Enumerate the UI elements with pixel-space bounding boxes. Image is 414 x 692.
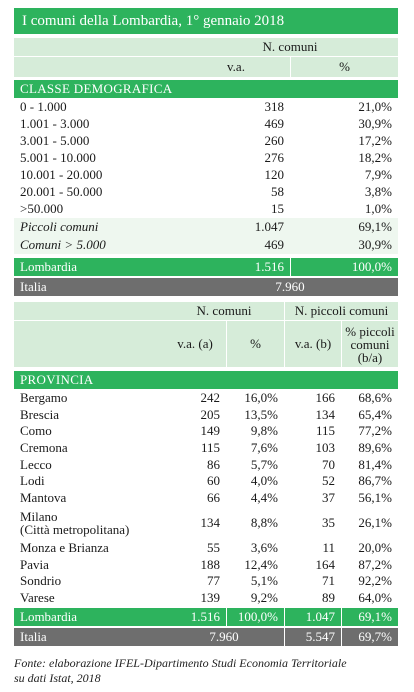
table-row-piccoli bbox=[14, 218, 398, 236]
row-pct: 16,0% bbox=[244, 390, 278, 406]
row-pct: 30,9% bbox=[358, 237, 392, 252]
row-pb: 69,1% bbox=[358, 609, 392, 624]
row-label bbox=[20, 506, 129, 540]
row-pct: 12,4% bbox=[244, 556, 278, 572]
table-row bbox=[14, 98, 398, 115]
row-vb: 89 bbox=[322, 590, 335, 606]
col-pct: % bbox=[250, 336, 261, 351]
row-pct: 1,0% bbox=[364, 200, 392, 216]
row-pct: 5,7% bbox=[250, 456, 278, 472]
row-label: Bergamo bbox=[20, 390, 68, 406]
table1-total-lombardia bbox=[14, 258, 398, 276]
row-va: 66 bbox=[207, 489, 220, 505]
row-va: 469 bbox=[264, 237, 284, 252]
table-row bbox=[14, 573, 398, 590]
row-va: 205 bbox=[200, 406, 220, 422]
row-pct: 13,5% bbox=[244, 406, 278, 422]
row-label: Sondrio bbox=[20, 573, 62, 589]
table-row-comuni-5000 bbox=[14, 236, 398, 254]
row-pct: 17,2% bbox=[358, 132, 392, 148]
row-pb: 86,7% bbox=[358, 473, 392, 489]
row-vb: 5.547 bbox=[305, 629, 335, 644]
row-pct: 30,9% bbox=[358, 115, 392, 131]
header-n-comuni: N. comuni bbox=[262, 39, 318, 54]
row-pb: 68,6% bbox=[358, 390, 392, 406]
table-row bbox=[14, 407, 398, 424]
row-va: 55 bbox=[207, 540, 220, 556]
row-label: >50.000 bbox=[20, 200, 64, 216]
row-vb: 1.047 bbox=[305, 609, 335, 624]
table-row bbox=[14, 557, 398, 574]
row-pct: 3,6% bbox=[250, 540, 278, 556]
header-n-piccoli: N. piccoli comuni bbox=[294, 303, 389, 318]
row-pb: 20,0% bbox=[358, 540, 392, 556]
row-label: Mantova bbox=[20, 489, 67, 505]
table-row bbox=[14, 132, 398, 149]
row-va: 120 bbox=[264, 166, 284, 182]
row-pct: 8,8% bbox=[250, 515, 278, 530]
table-row bbox=[14, 183, 398, 200]
row-label: 0 - 1.000 bbox=[20, 98, 67, 114]
row-va: 15 bbox=[271, 200, 284, 216]
row-pct: 100,0% bbox=[237, 609, 278, 624]
col-pct-piccoli-l3: (b/a) bbox=[357, 349, 383, 365]
row-va: 469 bbox=[264, 115, 284, 131]
row-label: Comuni > 5.000 bbox=[20, 237, 106, 252]
table-row bbox=[14, 200, 398, 217]
table-row bbox=[14, 149, 398, 166]
row-va: 60 bbox=[207, 473, 220, 489]
row-label: Lecco bbox=[20, 456, 52, 472]
row-vb: 115 bbox=[315, 423, 335, 439]
row-pct: 100,0% bbox=[351, 259, 392, 274]
row-va: 1.516 bbox=[190, 609, 220, 624]
row-pct: 4,0% bbox=[250, 473, 278, 489]
row-label: 5.001 - 10.000 bbox=[20, 149, 96, 165]
table-row bbox=[14, 423, 398, 440]
row-label: Italia bbox=[20, 279, 47, 294]
row-label-l1: Milano bbox=[20, 509, 58, 524]
row-vb: 164 bbox=[315, 556, 335, 572]
row-label: Varese bbox=[20, 590, 55, 606]
row-label: Pavia bbox=[20, 556, 49, 572]
header-n-comuni: N. comuni bbox=[196, 303, 252, 318]
row-pct: 4,4% bbox=[250, 489, 278, 505]
row-pct: 21,0% bbox=[358, 98, 392, 114]
table-row bbox=[14, 490, 398, 507]
row-vb: 37 bbox=[322, 489, 335, 505]
table-row bbox=[14, 440, 398, 457]
row-pct: 3,8% bbox=[364, 183, 392, 199]
row-label: 20.001 - 50.000 bbox=[20, 183, 103, 199]
row-pb: 56,1% bbox=[358, 489, 392, 505]
table2-header-cols bbox=[14, 321, 398, 367]
page-title: I comuni della Lombardia, 1° gennaio 2018 bbox=[14, 8, 398, 34]
row-label: Monza e Brianza bbox=[20, 540, 109, 556]
table1-header-cols bbox=[14, 57, 398, 77]
row-label: Lombardia bbox=[20, 609, 78, 624]
table1-italia bbox=[14, 278, 398, 296]
col-pct-piccoli-l1: % piccoli bbox=[345, 323, 395, 339]
col-va-b: v.a. (b) bbox=[294, 336, 332, 351]
row-va: 134 bbox=[200, 515, 220, 530]
row-pb: 89,6% bbox=[358, 440, 392, 456]
table-row bbox=[14, 390, 398, 407]
row-vb: 166 bbox=[315, 390, 335, 406]
table-row bbox=[14, 590, 398, 607]
row-label: 10.001 - 20.000 bbox=[20, 166, 103, 182]
row-label: Lodi bbox=[20, 473, 45, 489]
row-pct: 7,6% bbox=[250, 440, 278, 456]
row-pb: 69,7% bbox=[358, 629, 392, 644]
col-va-a: v.a. (a) bbox=[177, 336, 213, 351]
section-classe-demografica bbox=[14, 80, 398, 98]
table-row bbox=[14, 456, 398, 473]
row-pct: 7,9% bbox=[364, 166, 392, 182]
row-vb: 71 bbox=[322, 573, 335, 589]
row-pb: 87,2% bbox=[358, 556, 392, 572]
row-va: 318 bbox=[264, 98, 284, 114]
row-label: 3.001 - 5.000 bbox=[20, 132, 90, 148]
row-vb: 70 bbox=[322, 456, 335, 472]
row-pb: 65,4% bbox=[358, 406, 392, 422]
row-va: 7.960 bbox=[209, 629, 239, 644]
row-va: 1.516 bbox=[254, 259, 284, 274]
table-row bbox=[14, 166, 398, 183]
row-va: 77 bbox=[207, 573, 220, 589]
row-pct: 18,2% bbox=[358, 149, 392, 165]
row-vb: 52 bbox=[322, 473, 335, 489]
row-label-l2: (Città metropolitana) bbox=[20, 522, 130, 537]
row-label: Lombardia bbox=[20, 259, 78, 274]
row-vb: 11 bbox=[322, 540, 335, 556]
row-vb: 134 bbox=[315, 406, 335, 422]
row-va: 188 bbox=[200, 556, 220, 572]
section-provincia bbox=[14, 371, 398, 389]
section-label: PROVINCIA bbox=[20, 372, 94, 387]
row-label: Brescia bbox=[20, 406, 59, 422]
row-va: 260 bbox=[264, 132, 284, 148]
table2-total-lombardia bbox=[14, 608, 398, 626]
row-label: Cremona bbox=[20, 440, 68, 456]
row-pb: 64,0% bbox=[358, 590, 392, 606]
row-va: 115 bbox=[200, 440, 220, 456]
row-pb: 77,2% bbox=[358, 423, 392, 439]
section-label: CLASSE DEMOGRAFICA bbox=[20, 81, 173, 96]
row-pb: 81,4% bbox=[358, 456, 392, 472]
col-pct-piccoli-l2: comuni bbox=[350, 336, 390, 352]
row-label: 1.001 - 3.000 bbox=[20, 115, 90, 131]
row-pb: 26,1% bbox=[358, 515, 392, 530]
row-label: Italia bbox=[20, 629, 47, 644]
table-row bbox=[14, 540, 398, 557]
row-va: 139 bbox=[200, 590, 220, 606]
row-pct: 69,1% bbox=[358, 219, 392, 234]
source-line-2: su dati Istat, 2018 bbox=[14, 671, 101, 685]
row-va: 7.960 bbox=[275, 279, 305, 294]
row-label: Piccoli comuni bbox=[20, 219, 99, 234]
row-pct: 9,8% bbox=[250, 423, 278, 439]
source-note bbox=[14, 656, 404, 686]
table1-header-group bbox=[14, 38, 398, 56]
table-row-milano bbox=[14, 506, 398, 540]
row-vb: 103 bbox=[315, 440, 335, 456]
row-va: 149 bbox=[200, 423, 220, 439]
row-vb: 35 bbox=[322, 515, 335, 530]
table-row bbox=[14, 473, 398, 490]
table2-italia bbox=[14, 628, 398, 646]
row-va: 58 bbox=[271, 183, 284, 199]
row-pct: 5,1% bbox=[250, 573, 278, 589]
row-label: Como bbox=[20, 423, 52, 439]
row-va: 276 bbox=[264, 149, 284, 165]
col-pct: % bbox=[339, 59, 350, 74]
table-row bbox=[14, 115, 398, 132]
row-va: 86 bbox=[207, 456, 220, 472]
row-pct: 9,2% bbox=[250, 590, 278, 606]
row-va: 1.047 bbox=[254, 219, 284, 234]
source-line-1: Fonte: elaborazione IFEL-Dipartimento Studi Economia Territoriale bbox=[14, 656, 347, 670]
row-va: 242 bbox=[200, 390, 220, 406]
table2-header-group bbox=[14, 302, 398, 320]
col-va: v.a. bbox=[227, 59, 245, 74]
col-pct-piccoli bbox=[342, 321, 398, 367]
row-pb: 92,2% bbox=[358, 573, 392, 589]
